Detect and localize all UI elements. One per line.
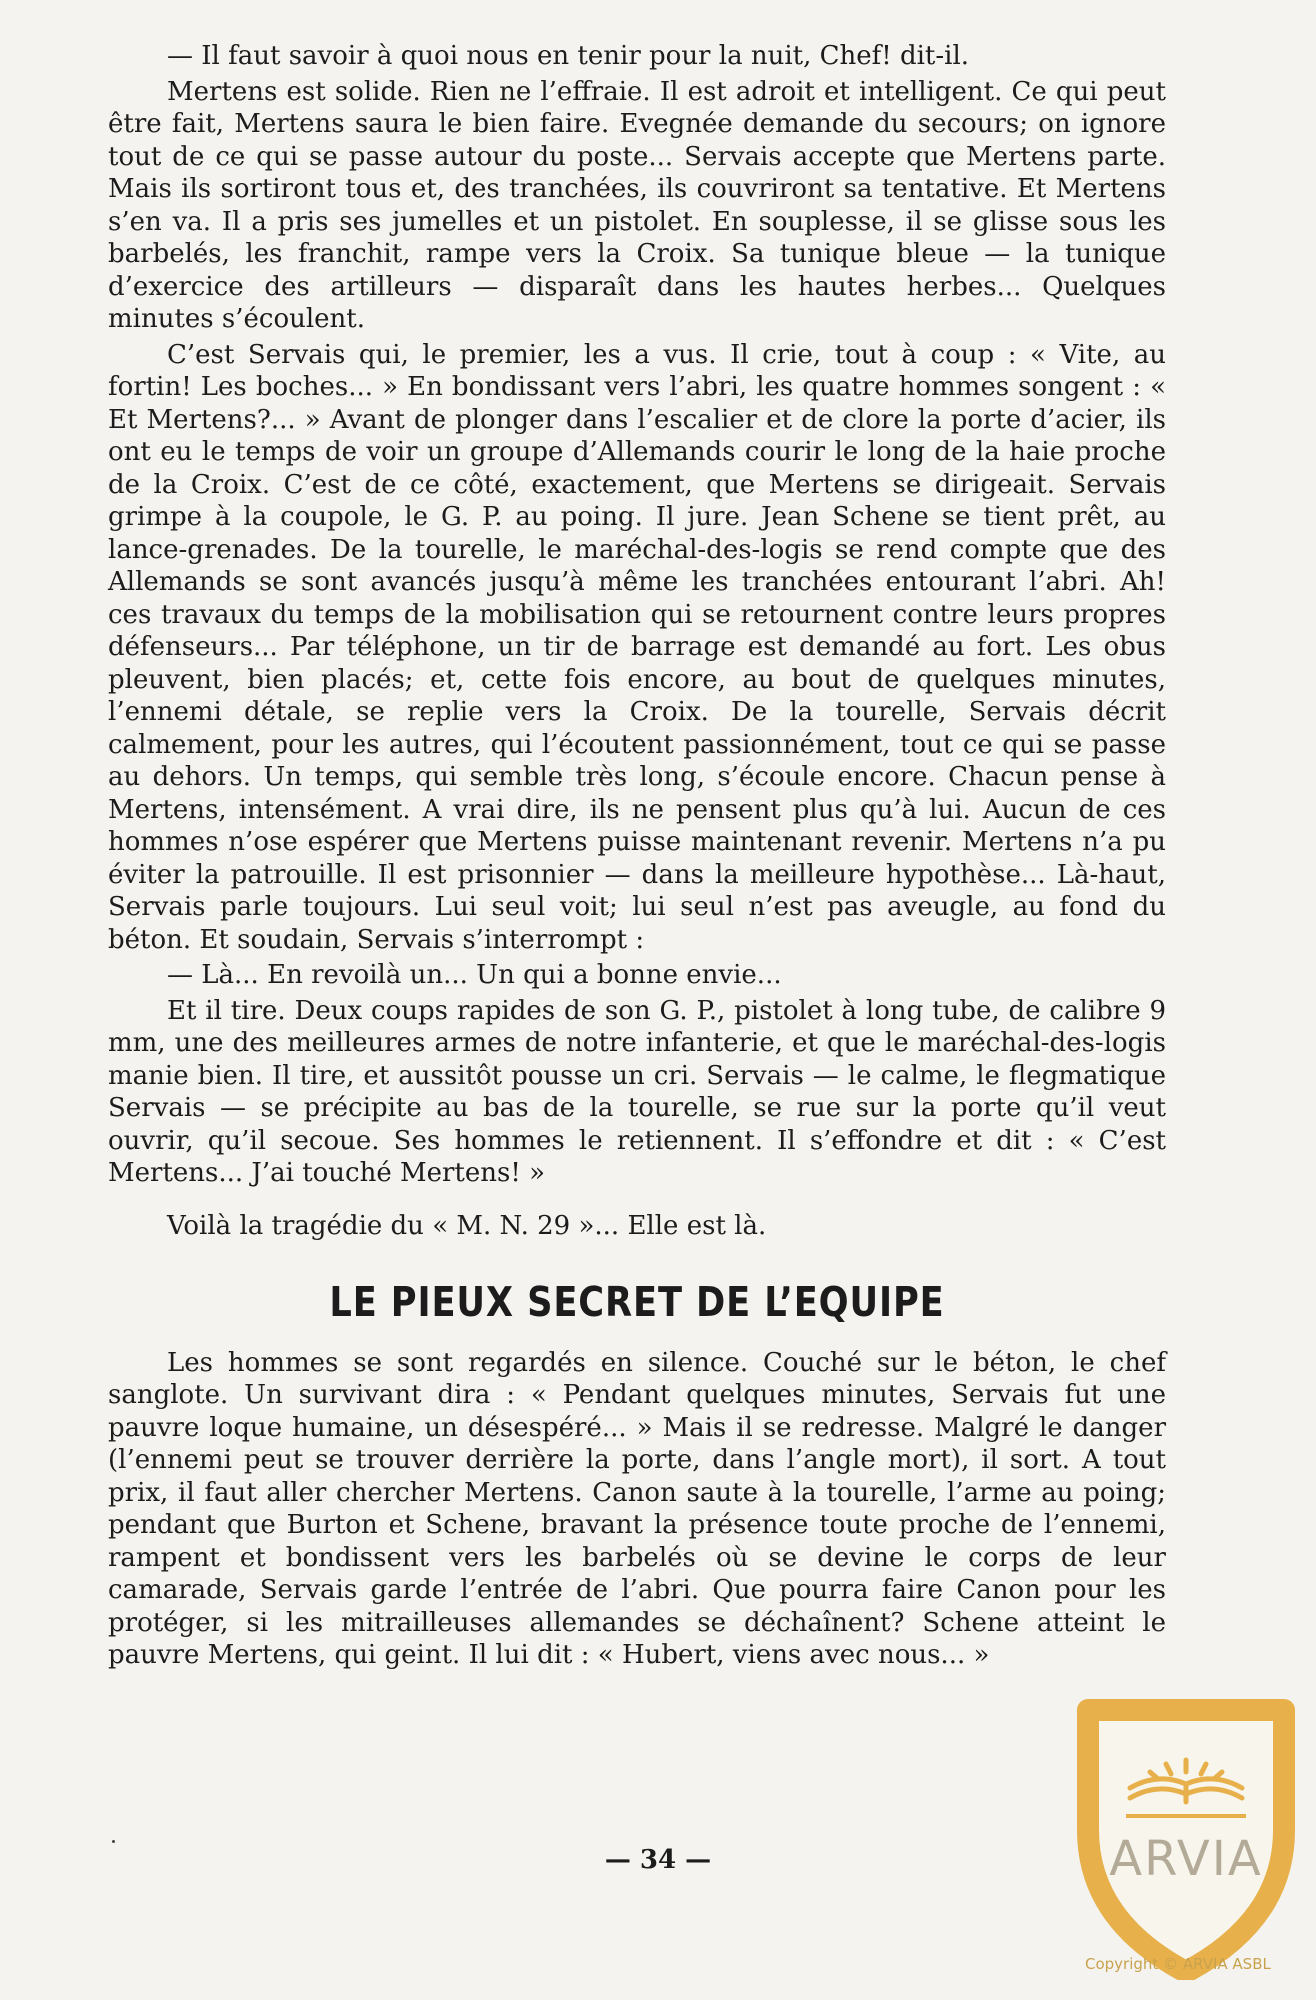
paragraph: Mertens est solide. Rien ne l’effraie. Il est adroit et intelligent. Ce qui peut être fait, Mertens saura le bien faire. Evegnée demande du secours; on ignore tout de ce qui se passe autour du poste... Servais accepte que Mertens parte. Mais ils sortiront tous et, des tranchées, ils couvriront sa tentative. Et Mertens s’en va. Il a pris ses jumelles et un pistolet. En souplesse, il se glisse sous les barbelés, les franchit, rampe vers la Croix. Sa tunique bleue — la tunique d’exercice des artilleurs — disparaît dans les hautes herbes... Quelques minutes s’écoulent. — [108, 76, 1166, 334]
closing-line: Voilà la tragédie du « M. N. 29 »... Elle est là. — [167, 1210, 767, 1241]
arvia-logo — [1066, 1680, 1306, 1980]
logo-text: ARVIA — [1109, 1831, 1263, 1887]
page-number: — 34 — — [604, 1845, 712, 1875]
copyright-notice: Copyright © ARVIA ASBL — [1085, 1955, 1271, 1973]
paragraph: C’est Servais qui, le premier, les a vus. Il crie, tout à coup : « Vite, au fortin! Les boches... » En bondissant vers l’abri, les quatre hommes songent : « Et Mertens?... » Avant de plonger dans l’escalier et de clore la porte d’acier, ils ont eu le temps de voir un groupe d’Allemands courir le long de la haie proche de la Croix. C’est de ce côté, exactement, que Mertens se dirigeait. Servais grimpe à la coupole, le G. P. au poing. Il jure. Jean Schene se tient prêt, au lance-grenades. De la tourelle, le maréchal-des-logis se rend compte que des Allemands se sont avancés jusqu’à même les tranchées entourant l’abri. Ah! ces travaux du temps de la mobilisation qui se retournent contre leurs propres défenseurs... Par téléphone, un tir de barrage est demandé au fort. Les obus pleuvent, bien placés; et, cette fois encore, au bout de quelques minutes, l’ennemi détale, se replie vers la Croix. De la tourelle, Servais décrit calmement, pour les autres, qui l’écoutent passionnément, tout ce qui se passe au dehors. Un temps, qui semble très long, s’écoule encore. Chacun pense à Mertens, intensément. A vrai dire, ils ne pensent plus qu’à lui. Aucun de ces hommes n’ose espérer que Mertens puisse maintenant revenir. Mertens n’a pu éviter la patrouille. Il est prisonnier — dans la meilleure hypothèse... Là-haut, Servais parle toujours. Lui seul voit; lui seul n’est pas aveugle, au fond du béton. Et soudain, Servais s’interrompt : — [108, 339, 1166, 955]
paragraph: Les hommes se sont regardés en silence. Couché sur le béton, le chef sanglote. Un survivant dira : « Pendant quelques minutes, Servais fut une pauvre loque humaine, un désespéré... » Mais il se redresse. Malgré le danger (l’ennemi peut se trouver derrière la porte, dans l’angle mort), il sort. A tout prix, il faut aller chercher Mertens. Canon saute à la tourelle, l’arme au poing; pendant que Burton et Schene, bravant la présence toute proche de l’ennemi, rampent et bondissent vers les barbelés où se devine le corps de leur camarade, Servais garde l’entrée de l’abri. Que pourra faire Canon pour les protéger, si les mitrailleuses allemandes se déchaînent? Schene atteint le pauvre Mertens, qui geint. Il lui dit : « Hubert, viens avec nous... » — [108, 1347, 1166, 1670]
paragraph: — Là... En revoilà un... Un qui a bonne envie... — [167, 960, 782, 990]
paragraph: — Il faut savoir à quoi nous en tenir pour la nuit, Chef! dit-il. — [167, 41, 970, 71]
paragraph: Et il tire. Deux coups rapides de son G. P., pistolet à long tube, de calibre 9 mm, une des meilleures armes de notre infanterie, et que le maréchal-des-logis manie bien. Il tire, et aussitôt pousse un cri. Servais — le calme, le flegmatique Servais — se précipite au bas de la tourelle, se rue sur la porte qu’il veut ouvrir, qu’il secoue. Ses hommes le retiennent. Il s’effondre et dit : « C’est Mertens... J’ai touché Mertens! » — [108, 995, 1166, 1188]
section-heading: LE PIEUX SECRET DE L’EQUIPE — [329, 1278, 945, 1326]
ink-speck — [112, 1840, 115, 1843]
page-body — [108, 40, 1166, 1675]
